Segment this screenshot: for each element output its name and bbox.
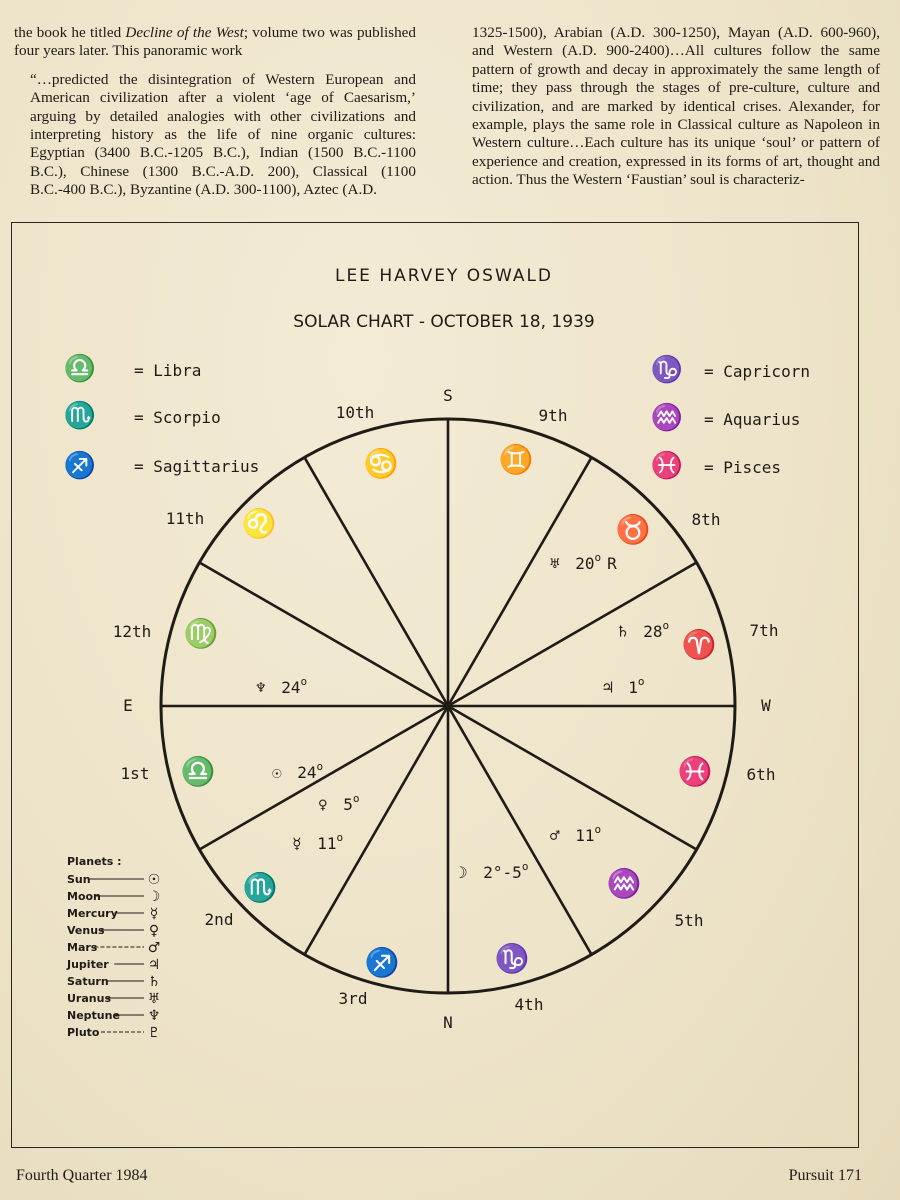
right-column [472, 24, 880, 190]
neptune-degree: 24 [281, 678, 301, 697]
uranus-placement [550, 551, 617, 573]
saturn-placement [618, 619, 669, 641]
venus-degree: 5 [343, 795, 353, 814]
degree-mark: o [662, 619, 670, 632]
sagittarius-icon: ♐ [63, 451, 97, 480]
moon-icon: ☽ [458, 863, 468, 882]
planet-key-name: Uranus [67, 992, 111, 1005]
sun-placement [272, 760, 323, 782]
mars-icon: ♂ [147, 940, 161, 956]
legend-scorpio-label: = Scorpio [134, 408, 221, 427]
degree-mark: o [336, 831, 344, 844]
chart-title: LEE HARVEY OSWALD [334, 266, 554, 286]
sun-degree: 24 [297, 763, 317, 782]
libra-icon: ♎ [180, 757, 216, 788]
intro-text: the book he titled [14, 24, 126, 41]
house-label-1: 1st [120, 764, 150, 783]
solar-chart-svg [12, 223, 858, 1147]
mars-degree: 11 [575, 826, 595, 845]
uranus-icon: ♅ [147, 991, 161, 1007]
libra-icon: ♎ [63, 354, 97, 383]
left-column [14, 24, 416, 200]
legend-libra-label: = Libra [134, 361, 202, 380]
neptune-icon: ♆ [147, 1008, 161, 1024]
house-label-4: 4th [514, 995, 544, 1014]
venus-placement [318, 792, 360, 814]
sagittarius-icon: ♐ [364, 948, 400, 979]
mercury-icon: ☿ [149, 906, 159, 922]
degree-mark: o [316, 760, 324, 773]
direction-east: E [123, 696, 133, 715]
house-label-12: 12th [112, 622, 152, 641]
right-paragraph: 1325-1500), Arabian (A.D. 300-1250), Mayan (A.D. 600-960), and Western (A.D. 900-2400)…All cultures follow the same pattern of growth and decay in approximately the same length of time; they pass through the stages of pre-culture, culture and civilization, and are marked by identical crises. Alexander, for example, plays the same role in Classical culture as Napoleon in Western culture…Each culture has its unique ‘soul’ or pattern of experience and creation, expressed in its forms of art, thought and action. Thus the Western ‘Faustian’ soul is characteriz- [472, 24, 880, 189]
mars-placement [550, 823, 601, 845]
planet-key-name: Sun [67, 873, 91, 886]
planet-key-name: Pluto [67, 1026, 100, 1039]
saturn-icon: ♄ [618, 622, 628, 641]
planet-key-name: Jupiter [67, 958, 109, 971]
degree-mark: o [521, 860, 529, 873]
sun-icon: ☉ [147, 872, 161, 888]
retrograde-mark: R [607, 554, 617, 573]
house-label-11: 11th [165, 509, 205, 528]
book-title: Decline of the West [125, 24, 244, 41]
venus-icon: ♀ [318, 795, 328, 814]
scorpio-icon: ♏ [242, 873, 278, 904]
planet-key-name: Saturn [67, 975, 109, 988]
moon-icon: ☽ [147, 889, 161, 905]
direction-south: S [443, 386, 453, 405]
house-label-6: 6th [746, 765, 776, 784]
footer-page-number: Pursuit 171 [788, 1167, 862, 1184]
aries-icon: ♈ [681, 630, 717, 661]
chart-wheel [161, 419, 735, 993]
planet-placements [256, 551, 669, 882]
legend-capricorn-label: = Capricorn [704, 362, 810, 381]
planet-key-name: Mercury [67, 907, 118, 920]
taurus-icon: ♉ [615, 515, 651, 546]
uranus-icon: ♅ [550, 554, 560, 573]
house-label-9: 9th [538, 406, 568, 425]
uranus-degree: 20 [575, 554, 595, 573]
planets-key [66, 855, 160, 1041]
jupiter-icon: ♃ [147, 957, 161, 973]
footer-issue: Fourth Quarter 1984 [16, 1167, 148, 1184]
mars-icon: ♂ [550, 826, 560, 845]
intro-text-continued: ; volume two was published four years later. This panoramic work [14, 24, 417, 60]
chart-subtitle: SOLAR CHART - OCTOBER 18, 1939 [293, 312, 595, 332]
pluto-icon: ♇ [147, 1025, 161, 1041]
scorpio-icon: ♏ [63, 401, 97, 430]
direction-north: N [443, 1013, 453, 1032]
house-label-5: 5th [674, 911, 704, 930]
mercury-placement [292, 831, 343, 853]
jupiter-placement [603, 675, 645, 697]
capricorn-icon: ♑ [650, 355, 684, 384]
neptune-icon: ♆ [256, 678, 266, 697]
leo-icon: ♌ [241, 509, 277, 540]
jupiter-icon: ♃ [603, 678, 613, 697]
quote-paragraph: “…predicted the disintegration of Western European and American civilization after a violent ‘age of Caesarism,’ arguing by detailed analogies with other civilizations and interpreting history as the life of nine organic cultures: Egyptian (3400 B.C.-1205 B.C.), Indian (1500 B.C.-1100 B.C.), Chinese (1300 B.C.-A.D. 200), Classical (1100 B.C.-400 B.C.), Byzantine (A.D. 300-1100), Aztec (A.D. [30, 70, 416, 199]
house-label-10: 10th [335, 403, 375, 422]
house-label-3: 3rd [338, 989, 368, 1008]
venus-icon: ♀ [148, 923, 160, 939]
degree-mark: o [594, 823, 602, 836]
cancer-icon: ♋ [363, 449, 399, 480]
planet-key-name: Venus [67, 924, 105, 937]
capricorn-icon: ♑ [494, 944, 530, 975]
degree-mark: o [300, 675, 308, 688]
legend-sagittarius-label: = Sagittarius [134, 457, 260, 476]
sign-legend-left [64, 353, 259, 480]
legend-pisces-label: = Pisces [704, 458, 782, 477]
aquarius-icon: ♒ [650, 403, 684, 432]
sun-icon: ☉ [272, 763, 282, 782]
house-label-2: 2nd [204, 910, 234, 929]
gemini-icon: ♊ [498, 445, 534, 476]
direction-west: W [761, 696, 771, 715]
virgo-icon: ♍ [183, 619, 219, 650]
planet-key-name: Mars [67, 941, 98, 954]
house-label-8: 8th [691, 510, 721, 529]
pisces-icon: ♓ [650, 451, 684, 480]
neptune-placement [256, 675, 307, 697]
mercury-degree: 11 [317, 834, 337, 853]
planet-key-name: Neptune [67, 1009, 120, 1022]
sign-legend-right [651, 354, 810, 480]
mercury-icon: ☿ [292, 834, 302, 853]
aquarius-icon: ♒ [606, 869, 642, 900]
planet-key-name: Moon [67, 890, 101, 903]
solar-chart-figure [11, 222, 859, 1148]
intro-paragraph [14, 24, 416, 61]
degree-mark: o [594, 551, 602, 564]
legend-aquarius-label: = Aquarius [704, 410, 801, 429]
saturn-icon: ♄ [147, 974, 161, 990]
moon-placement [458, 860, 528, 882]
pisces-icon: ♓ [677, 757, 713, 788]
degree-mark: o [637, 675, 645, 688]
degree-mark: o [352, 792, 360, 805]
moon-degree: 2°-5 [483, 863, 522, 882]
saturn-degree: 28 [643, 622, 663, 641]
house-label-7: 7th [749, 621, 779, 640]
planet-key-rows [66, 872, 160, 1041]
planets-heading: Planets : [67, 855, 122, 868]
jupiter-degree: 1 [628, 678, 638, 697]
wheel-center [445, 703, 451, 709]
